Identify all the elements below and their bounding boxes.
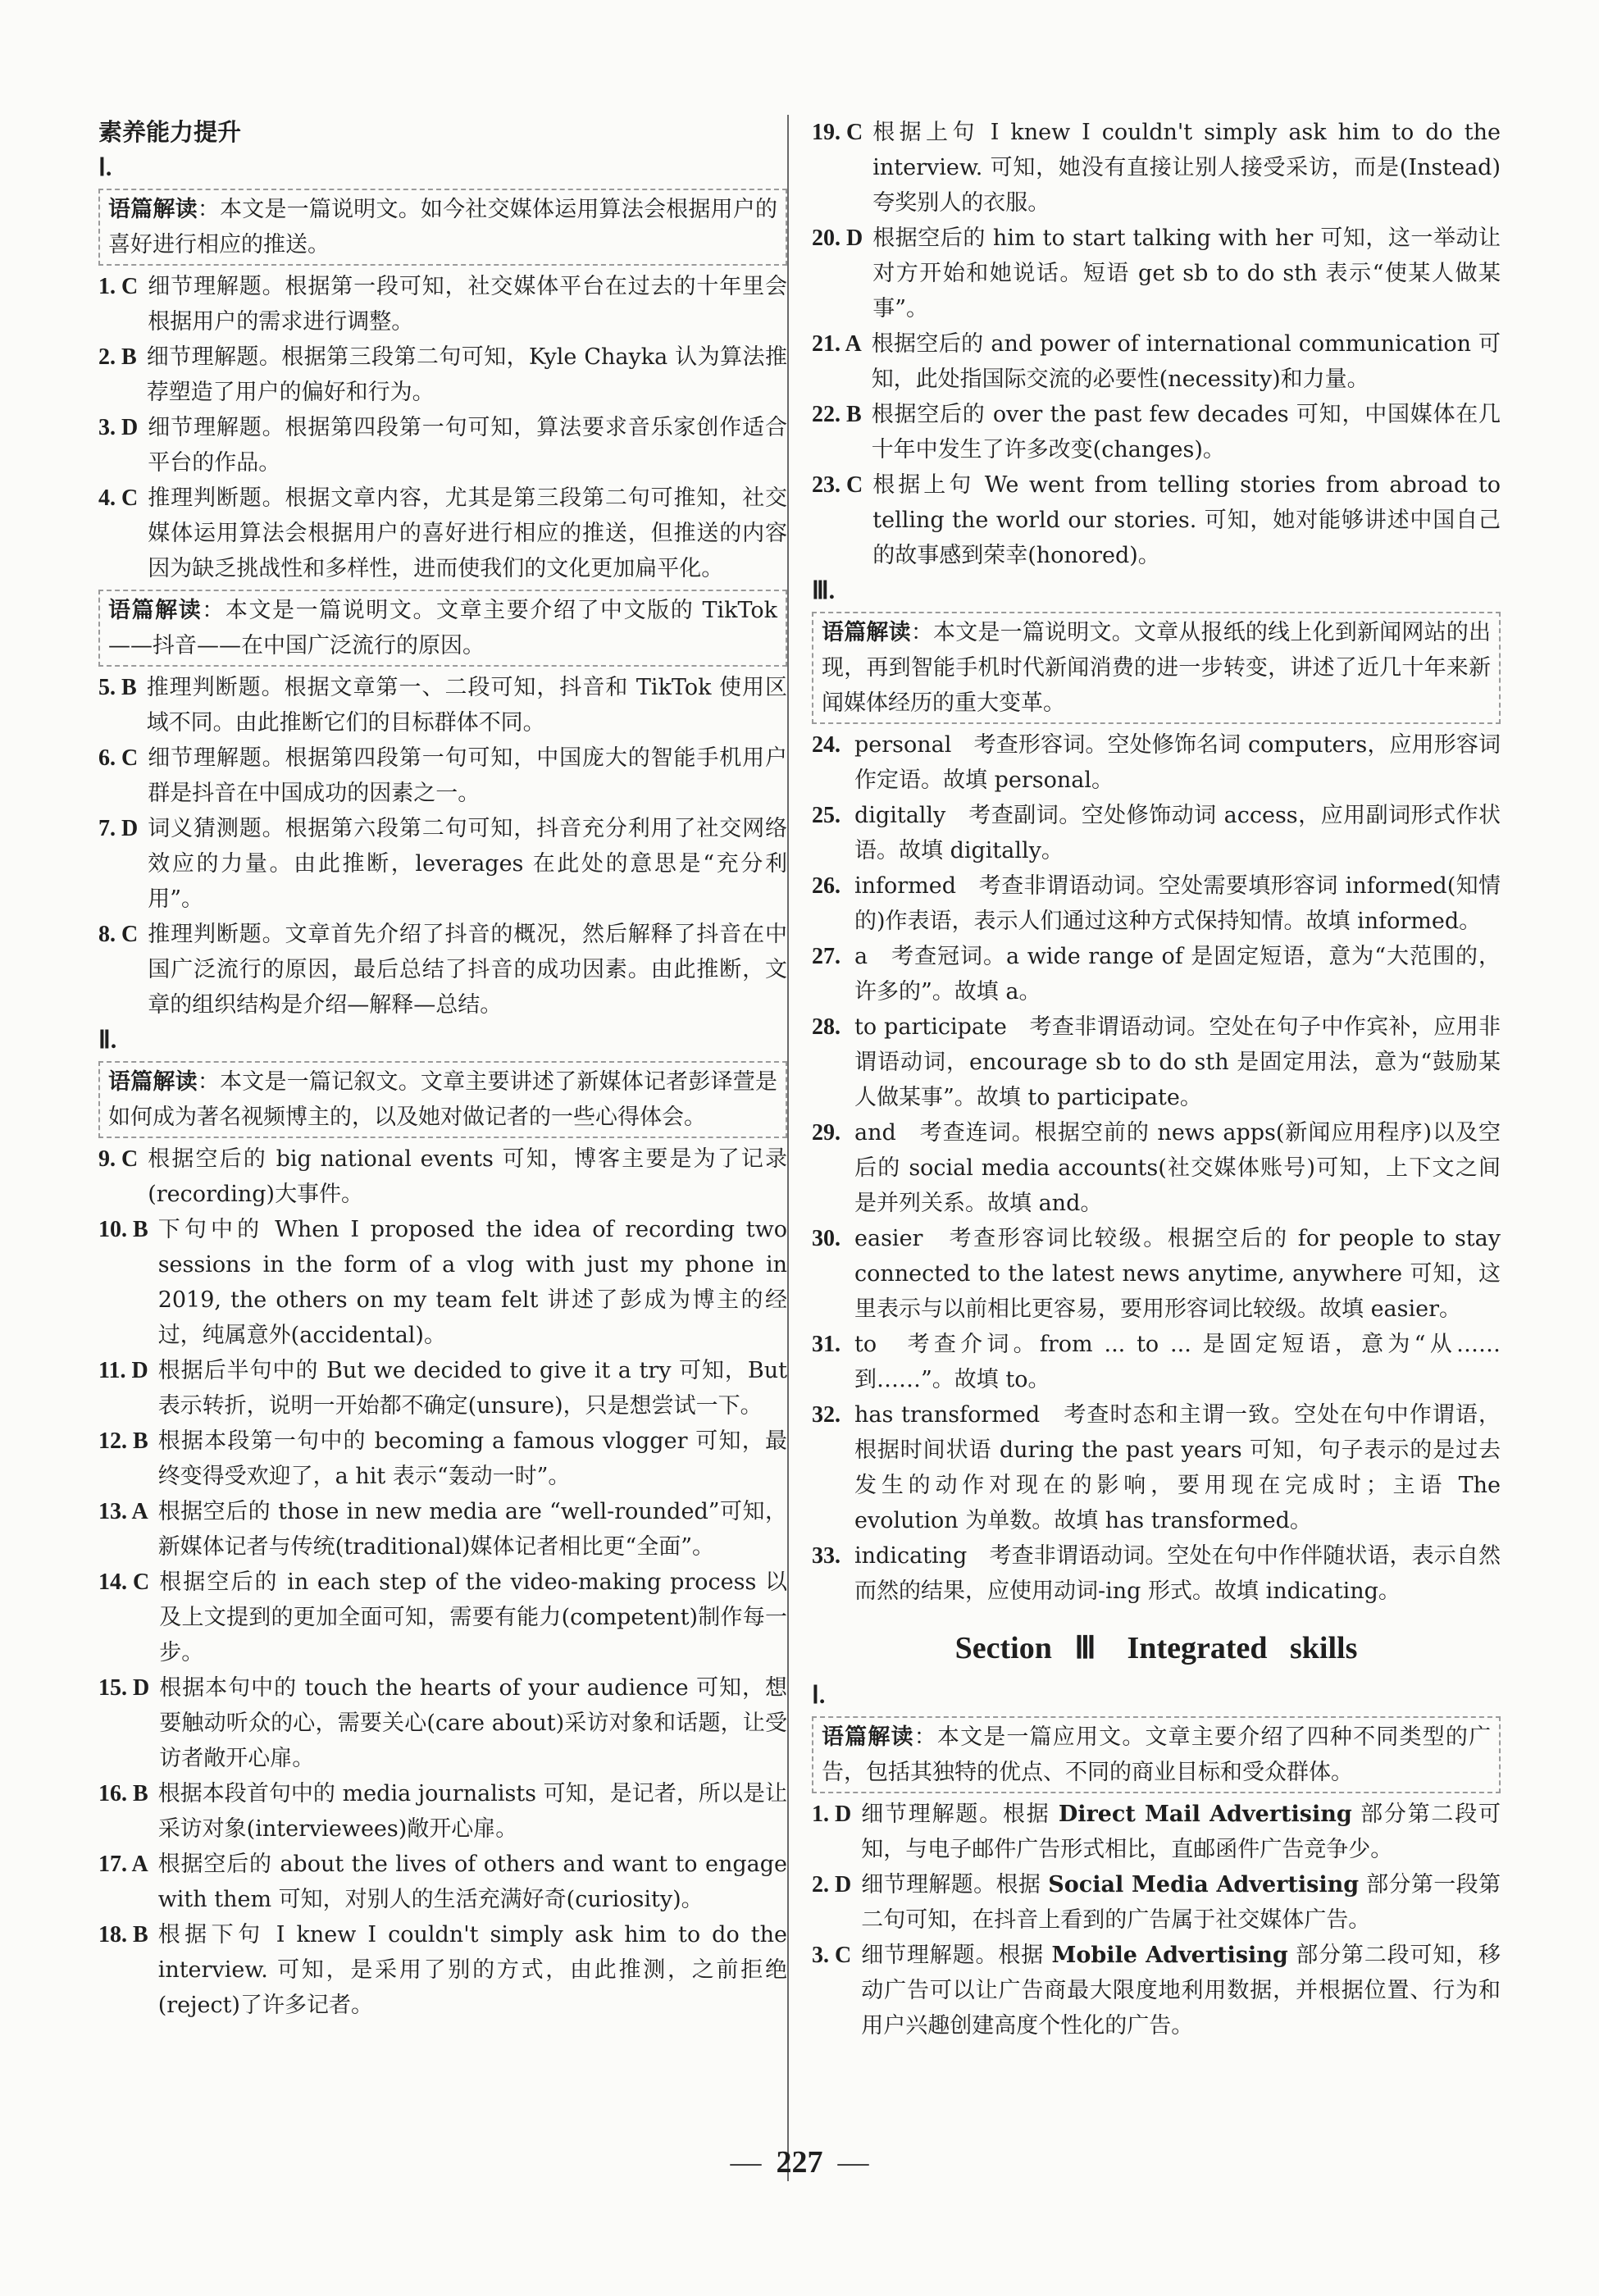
answer-explanation: 根据本段首句中的 media journalists 可知，是记者，所以是让采访对象(interviewees)敞开心扉。 (157, 1781, 787, 1842)
answer-number: 33. (812, 1543, 840, 1569)
section-reference: Mobile Advertising (1051, 1943, 1288, 1968)
answer-item (812, 1867, 1501, 1938)
answer-explanation: 根据上句 I knew I couldn't simply ask him to do the interview. 可知，她没有直接让别人接受采访，而是(Instead)夸奖别人的衣服。 (872, 120, 1501, 216)
passage-analysis-box (812, 1716, 1501, 1793)
answer-explanation: 细节理解题。根据第四段第一句可知，中国庞大的智能手机用户群是抖音在中国成功的因素之一。 (148, 745, 787, 806)
answer-item (812, 221, 1501, 326)
analysis-label: 语篇解读 (108, 197, 198, 222)
analysis-text: ：本文是一篇说明文。如今社交媒体运用算法会根据用户的喜好进行相应的推送。 (108, 197, 777, 257)
answer-item (98, 811, 787, 917)
answer-explanation: 推理判断题。根据文章内容，尤其是第三段第二句可推知，社交媒体运用算法会根据用户的喜好进行相应的推送，但推送的内容因为缺乏挑战性和多样性，进而使我们的文化更加扁平化。 (148, 485, 787, 581)
answer-item (98, 1917, 787, 2023)
answer-item (98, 740, 787, 811)
answer-number: 6. C (98, 745, 139, 771)
answer-explanation: 根据上句 We went from telling stories from abroad to telling the world our stories. 可知，她对能够讲述中国自己的故事感到荣幸(honored)。 (872, 472, 1501, 568)
answer-number: 1. C (98, 274, 139, 299)
answer-explanation (861, 1938, 1501, 2043)
answer-number: 27. (812, 944, 840, 969)
answer-item (98, 1847, 787, 1917)
answer-item (98, 1424, 787, 1494)
answer-number: 25. (812, 803, 840, 828)
column-divider (787, 115, 789, 2181)
part-numeral: Ⅲ. (812, 577, 836, 604)
answer-number: 12. B (98, 1428, 148, 1454)
answer-item (98, 1565, 787, 1670)
passage-analysis-box (98, 189, 787, 266)
answer-item (98, 481, 787, 586)
answer-item (812, 727, 1501, 798)
answer-item (812, 1115, 1501, 1221)
right-column (812, 115, 1501, 2043)
answer-number: 8. C (98, 922, 139, 947)
answer-explanation: 根据空后的 those in new media are “well-rounded”可知，新媒体记者与传统(traditional)媒体记者相比更“全面”。 (157, 1499, 787, 1560)
explanation-suffix: 部分第二段可知，与电子邮件广告形式相比，直邮函件广告竞争少。 (861, 1802, 1501, 1862)
answer-number: 15. D (98, 1675, 150, 1701)
answer-number: 1. D (812, 1802, 852, 1827)
answer-number: 22. B (812, 402, 862, 427)
page-number-value: 227 (776, 2145, 823, 2180)
answer-explanation: has transformed 考查时态和主谓一致。空处在句中作谓语，根据时间状语 during the past years 可知，句子表示的是过去发生的动作对现在的影响，要用现在完成时；主语 The evolution 为单数。故填 has transformed。 (854, 1402, 1501, 1533)
passage-analysis-box (98, 1061, 787, 1138)
answer-explanation: 根据空后的 about the lives of others and want to engage with them 可知，对别人的生活充满好奇(curiosity)。 (157, 1852, 787, 1912)
explanation-suffix: 部分第二段可知，移动广告可以让广告商最大限度地利用数据，并根据位置、行为和用户兴趣创建高度个性化的广告。 (861, 1943, 1501, 2039)
answer-explanation: 根据空后的 over the past few decades 可知，中国媒体在几十年中发生了许多改变(changes)。 (871, 402, 1501, 462)
answer-explanation: to participate 考查非谓语动词。空处在句子中作宾补，应用非谓语动词，encourage sb to do sth 是固定用法，意为“鼓励某人做某事”。故填 to participate。 (854, 1014, 1501, 1110)
answer-number: 26. (812, 873, 840, 899)
answer-item (812, 1327, 1501, 1397)
answer-item (812, 1221, 1501, 1327)
answer-item (98, 1670, 787, 1776)
part-numeral: Ⅰ. (812, 1682, 826, 1709)
answer-number: 11. D (98, 1358, 148, 1383)
answer-explanation: 根据本句中的 touch the hearts of your audience 可知，想要触动听众的心，需要关心(care about)采访对象和话题，让受访者敞开心扉。 (159, 1675, 787, 1771)
answer-number: 16. B (98, 1781, 148, 1806)
answer-item (98, 410, 787, 481)
answer-explanation: 根据空后的 and power of international communication 可知，此处指国际交流的必要性(necessity)和力量。 (871, 331, 1501, 392)
answer-explanation (861, 1867, 1501, 1938)
answer-item (812, 467, 1501, 573)
answer-number: 31. (812, 1332, 840, 1357)
answer-number: 29. (812, 1120, 840, 1146)
answer-item (812, 798, 1501, 868)
answer-explanation: 根据空后的 in each step of the video-making process 以及上文提到的更加全面可知，需要有能力(competent)制作每一步。 (159, 1569, 787, 1665)
section-title: Section Ⅲ Integrated skills (954, 1631, 1358, 1665)
analysis-label: 语篇解读 (822, 1724, 914, 1750)
answer-explanation: digitally 考查副词。空处修饰动词 access，应用副词形式作状语。故填 digitally。 (854, 803, 1501, 863)
answer-number: 20. D (812, 226, 863, 251)
answer-explanation: informed 考查非谓语动词。空处需要填形容词 informed(知情的)作表语，表示人们通过这种方式保持知情。故填 informed。 (854, 873, 1501, 934)
analysis-label: 语篇解读 (108, 1069, 198, 1095)
answer-explanation: indicating 考查非谓语动词。空处在句中作伴随状语，表示自然而然的结果，应使用动词-ing 形式。故填 indicating。 (854, 1543, 1501, 1604)
section-heading: 素养能力提升 (98, 118, 242, 146)
answer-item (98, 917, 787, 1023)
answer-item (98, 269, 787, 339)
answer-explanation: 细节理解题。根据第三段第二句可知，Kyle Chayka 认为算法推荐塑造了用户的偏好和行为。 (146, 344, 787, 405)
page-number (0, 2144, 1599, 2180)
answer-explanation: personal 考查形容词。空处修饰名词 computers，应用形容词作定语。故填 personal。 (854, 732, 1501, 793)
answer-explanation: 根据下句 I knew I couldn't simply ask him to do the interview. 可知，是采用了别的方式，由此推测，之前拒绝(reject)了许多记者。 (157, 1922, 787, 2018)
answer-number: 18. B (98, 1922, 148, 1947)
answer-number: 13. A (98, 1499, 148, 1524)
answer-item (812, 1009, 1501, 1115)
answer-explanation: 推理判断题。根据文章第一、二段可知，抖音和 TikTok 使用区域不同。由此推断它们的目标群体不同。 (146, 675, 787, 736)
explanation-prefix: 细节理解题。根据 (861, 1802, 1059, 1827)
answer-item (812, 326, 1501, 397)
answer-number: 23. C (812, 472, 863, 498)
passage-analysis-box (812, 612, 1501, 724)
dash-right: — (837, 2145, 869, 2180)
analysis-text: ：本文是一篇记叙文。文章主要讲述了新媒体记者彭译萱是如何成为著名视频博主的，以及她对做记者的一些心得体会。 (108, 1069, 777, 1130)
answer-item (98, 1353, 787, 1424)
answer-item (98, 1494, 787, 1565)
answer-item (98, 339, 787, 410)
explanation-prefix: 细节理解题。根据 (861, 1872, 1049, 1897)
passage-analysis-box (98, 590, 787, 667)
answer-item (812, 1938, 1501, 2043)
answer-explanation: and 考查连词。根据空前的 news apps(新闻应用程序)以及空后的 social media accounts(社交媒体账号)可知，上下文之间是并列关系。故填 and。 (854, 1120, 1501, 1216)
answer-number: 17. A (98, 1852, 148, 1877)
section-reference: Social Media Advertising (1048, 1872, 1360, 1897)
answer-item (98, 1141, 787, 1212)
part-numeral: Ⅰ. (98, 154, 112, 181)
part-numeral: Ⅱ. (98, 1027, 117, 1054)
answer-number: 30. (812, 1226, 840, 1251)
answer-item (98, 670, 787, 740)
answer-number: 5. B (98, 675, 137, 700)
explanation-prefix: 细节理解题。根据 (861, 1943, 1052, 1968)
answer-number: 14. C (98, 1569, 150, 1595)
answer-explanation: to 考查介词。from ... to ... 是固定短语，意为“从……到……”。故填 to。 (854, 1332, 1501, 1392)
answer-item (98, 1776, 787, 1847)
answer-item (812, 868, 1501, 939)
answer-number: 3. C (812, 1943, 852, 1968)
answer-explanation: 根据空后的 big national events 可知，博客主要是为了记录(recording)大事件。 (148, 1146, 787, 1207)
answer-explanation: a 考查冠词。a wide range of 是固定短语，意为“大范围的，许多的”。故填 a。 (854, 944, 1501, 1004)
answer-number: 9. C (98, 1146, 139, 1172)
answer-number: 7. D (98, 816, 139, 841)
analysis-label: 语篇解读 (108, 598, 203, 623)
explanation-suffix: 部分第一段第二句可知，在抖音上看到的广告属于社交媒体广告。 (861, 1872, 1501, 1933)
answer-explanation: easier 考查形容词比较级。根据空后的 for people to stay connected to the latest news anytime, anywhere 可知，这里表示与以前相比更容易，要用形容词比较级。故填 easier。 (854, 1226, 1501, 1322)
left-column (98, 115, 787, 2023)
answer-number: 2. B (98, 344, 137, 370)
answer-item (812, 397, 1501, 467)
answer-number: 10. B (98, 1217, 148, 1242)
answer-item (812, 1538, 1501, 1609)
answer-explanation: 根据本段第一句中的 becoming a famous vlogger 可知，最终变得受欢迎了，a hit 表示“轰动一时”。 (157, 1428, 787, 1489)
answer-number: 4. C (98, 485, 139, 511)
answer-number: 3. D (98, 415, 139, 440)
answer-number: 32. (812, 1402, 840, 1428)
answer-explanation: 根据空后的 him to start talking with her 可知，这一举动让对方开始和她说话。短语 get sb to do sth 表示“使某人做某事”。 (872, 226, 1501, 321)
answer-explanation: 细节理解题。根据第四段第一句可知，算法要求音乐家创作适合平台的作品。 (148, 415, 787, 476)
answer-item (812, 939, 1501, 1009)
answer-explanation: 下句中的 When I proposed the idea of recording two sessions in the form of a vlog with just my phone in 2019, the others on my team felt 讲述了彭成为博主的经过，纯属意外(accidental)。 (157, 1217, 787, 1348)
answer-number: 19. C (812, 120, 863, 145)
answer-explanation: 根据后半句中的 But we decided to give it a try 可知，But 表示转折，说明一开始都不确定(unsure)，只是想尝试一下。 (157, 1358, 787, 1419)
answer-explanation: 细节理解题。根据第一段可知，社交媒体平台在过去的十年里会根据用户的需求进行调整。 (148, 274, 787, 335)
section-reference: Direct Mail Advertising (1058, 1802, 1352, 1827)
analysis-text: ：本文是一篇说明文。文章从报纸的线上化到新闻网站的出现，再到智能手机时代新闻消费的进一步转变，讲述了近几十年来新闻媒体经历的重大变革。 (822, 620, 1491, 716)
answer-number: 28. (812, 1014, 840, 1040)
analysis-text: ：本文是一篇说明文。文章主要介绍了中文版的 TikTok——抖音——在中国广泛流行的原因。 (108, 598, 777, 658)
answer-explanation: 推理判断题。文章首先介绍了抖音的概况，然后解释了抖音在中国广泛流行的原因，最后总结了抖音的成功因素。由此推断，文章的组织结构是介绍—解释—总结。 (148, 922, 787, 1018)
answer-explanation: 词义猜测题。根据第六段第二句可知，抖音充分利用了社交网络效应的力量。由此推断，leverages 在此处的意思是“充分利用”。 (148, 816, 787, 912)
answer-number: 24. (812, 732, 840, 758)
dash-left: — (730, 2145, 762, 2180)
analysis-text: ：本文是一篇应用文。文章主要介绍了四种不同类型的广告，包括其独特的优点、不同的商业目标和受众群体。 (822, 1724, 1492, 1785)
answer-item (812, 1797, 1501, 1867)
analysis-label: 语篇解读 (822, 620, 911, 645)
answer-number: 2. D (812, 1872, 852, 1897)
answer-item (812, 1397, 1501, 1538)
answer-number: 21. A (812, 331, 862, 357)
answer-item (812, 115, 1501, 221)
answer-item (98, 1212, 787, 1353)
answer-explanation (861, 1797, 1501, 1867)
